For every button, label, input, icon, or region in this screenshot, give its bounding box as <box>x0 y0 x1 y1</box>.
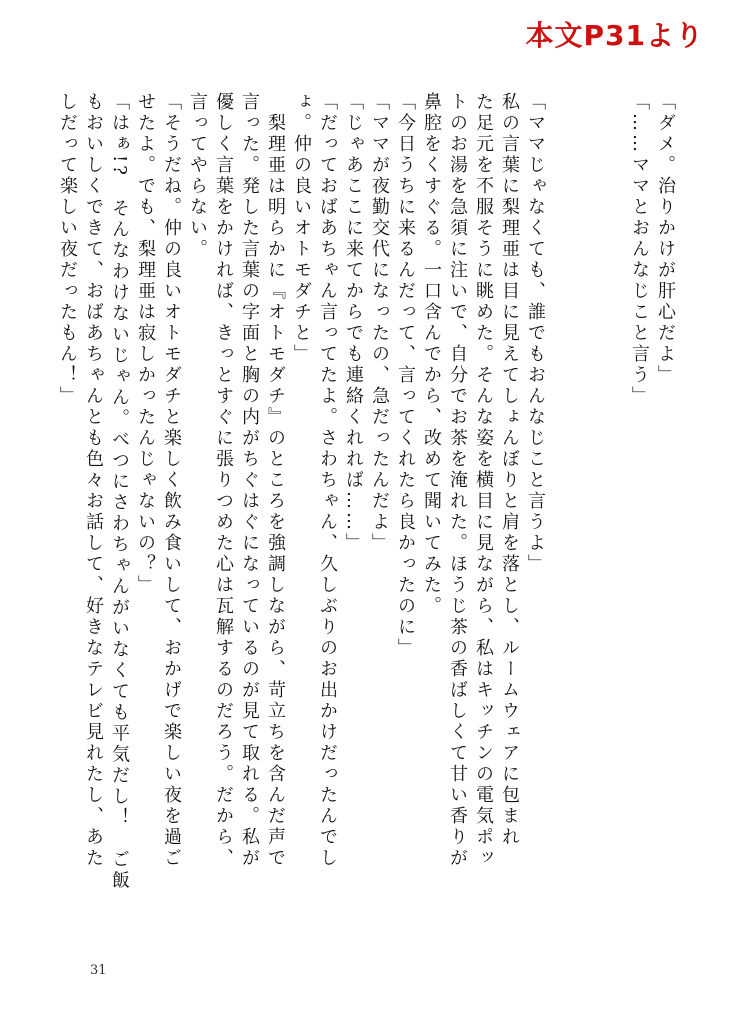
text-line: た足元を不服そうに眺めた。そんな姿を横目に見ながら、私はキッチンの電気ポッ <box>473 92 494 869</box>
text-line: 「はぁ!? そんなわけないじゃん。べつにさわちゃんがいなくても平気だし！ ご飯 <box>109 92 130 892</box>
text-line: もおいしくできて、おばあちゃんとも色々お話して、好きなテレビ見れたし、あた <box>83 92 104 869</box>
excerpt-label: 本文P31より <box>525 19 704 52</box>
text-line: 「そうだね。仲の良いオトモダチと楽しく飲み食いして、おかげで楽しい夜を過ご <box>161 92 182 869</box>
text-line: 「じゃあここに来てからでも連絡くれれば……」 <box>343 92 364 554</box>
body-text <box>57 92 548 932</box>
text-line: 「ママじゃなくても、誰でもおんなじこと言うよ」 <box>525 92 546 575</box>
text-line: 優しく言葉をかければ、きっとすぐに張りつめた心は瓦解するのだろう。だから、 <box>213 92 234 869</box>
text-line: 「……ママとおんなじこと言う」 <box>629 92 650 407</box>
text-line: 「ママが夜勤交代になったの、急だったんだよ」 <box>369 92 390 554</box>
text-line: 言ってやらない。 <box>187 92 208 260</box>
text-line: 鼻腔をくすぐる。一口含んでから、改めて聞いてみた。 <box>421 92 442 617</box>
body-text-right-columns <box>538 92 678 932</box>
text-line: 「今日うちに来るんだって、言ってくれたら良かったのに」 <box>395 92 416 659</box>
text-line: ょ。仲の良いオトモダチと」 <box>291 92 312 365</box>
text-line: 「だっておばあちゃん言ってたよ。さわちゃん、久しぶりのお出かけだったんでし <box>317 92 338 869</box>
text-line: 梨理亜は明らかに『オトモダチ』のところを強調しながら、苛立ちを含んだ声で <box>265 92 286 869</box>
text-line: 私の言葉に梨理亜は目に見えてしょんぼりと肩を落とし、ルームウェアに包まれ <box>499 92 520 848</box>
text-line: 「ダメ。治りかけが肝心だよ」 <box>655 92 676 386</box>
page-number: 31 <box>90 963 107 978</box>
text-line: トのお湯を急須に注いで、自分でお茶を淹れた。ほうじ茶の香ばしくて甘い香りが <box>447 92 468 869</box>
text-line: しだって楽しい夜だったもん！」 <box>57 92 78 407</box>
text-line: せたよ。でも、梨理亜は寂しかったんじゃないの？」 <box>135 92 156 596</box>
text-line: 言った。発した言葉の字面と胸の内がちぐはぐになっているのが見て取れる。私が <box>239 92 260 869</box>
